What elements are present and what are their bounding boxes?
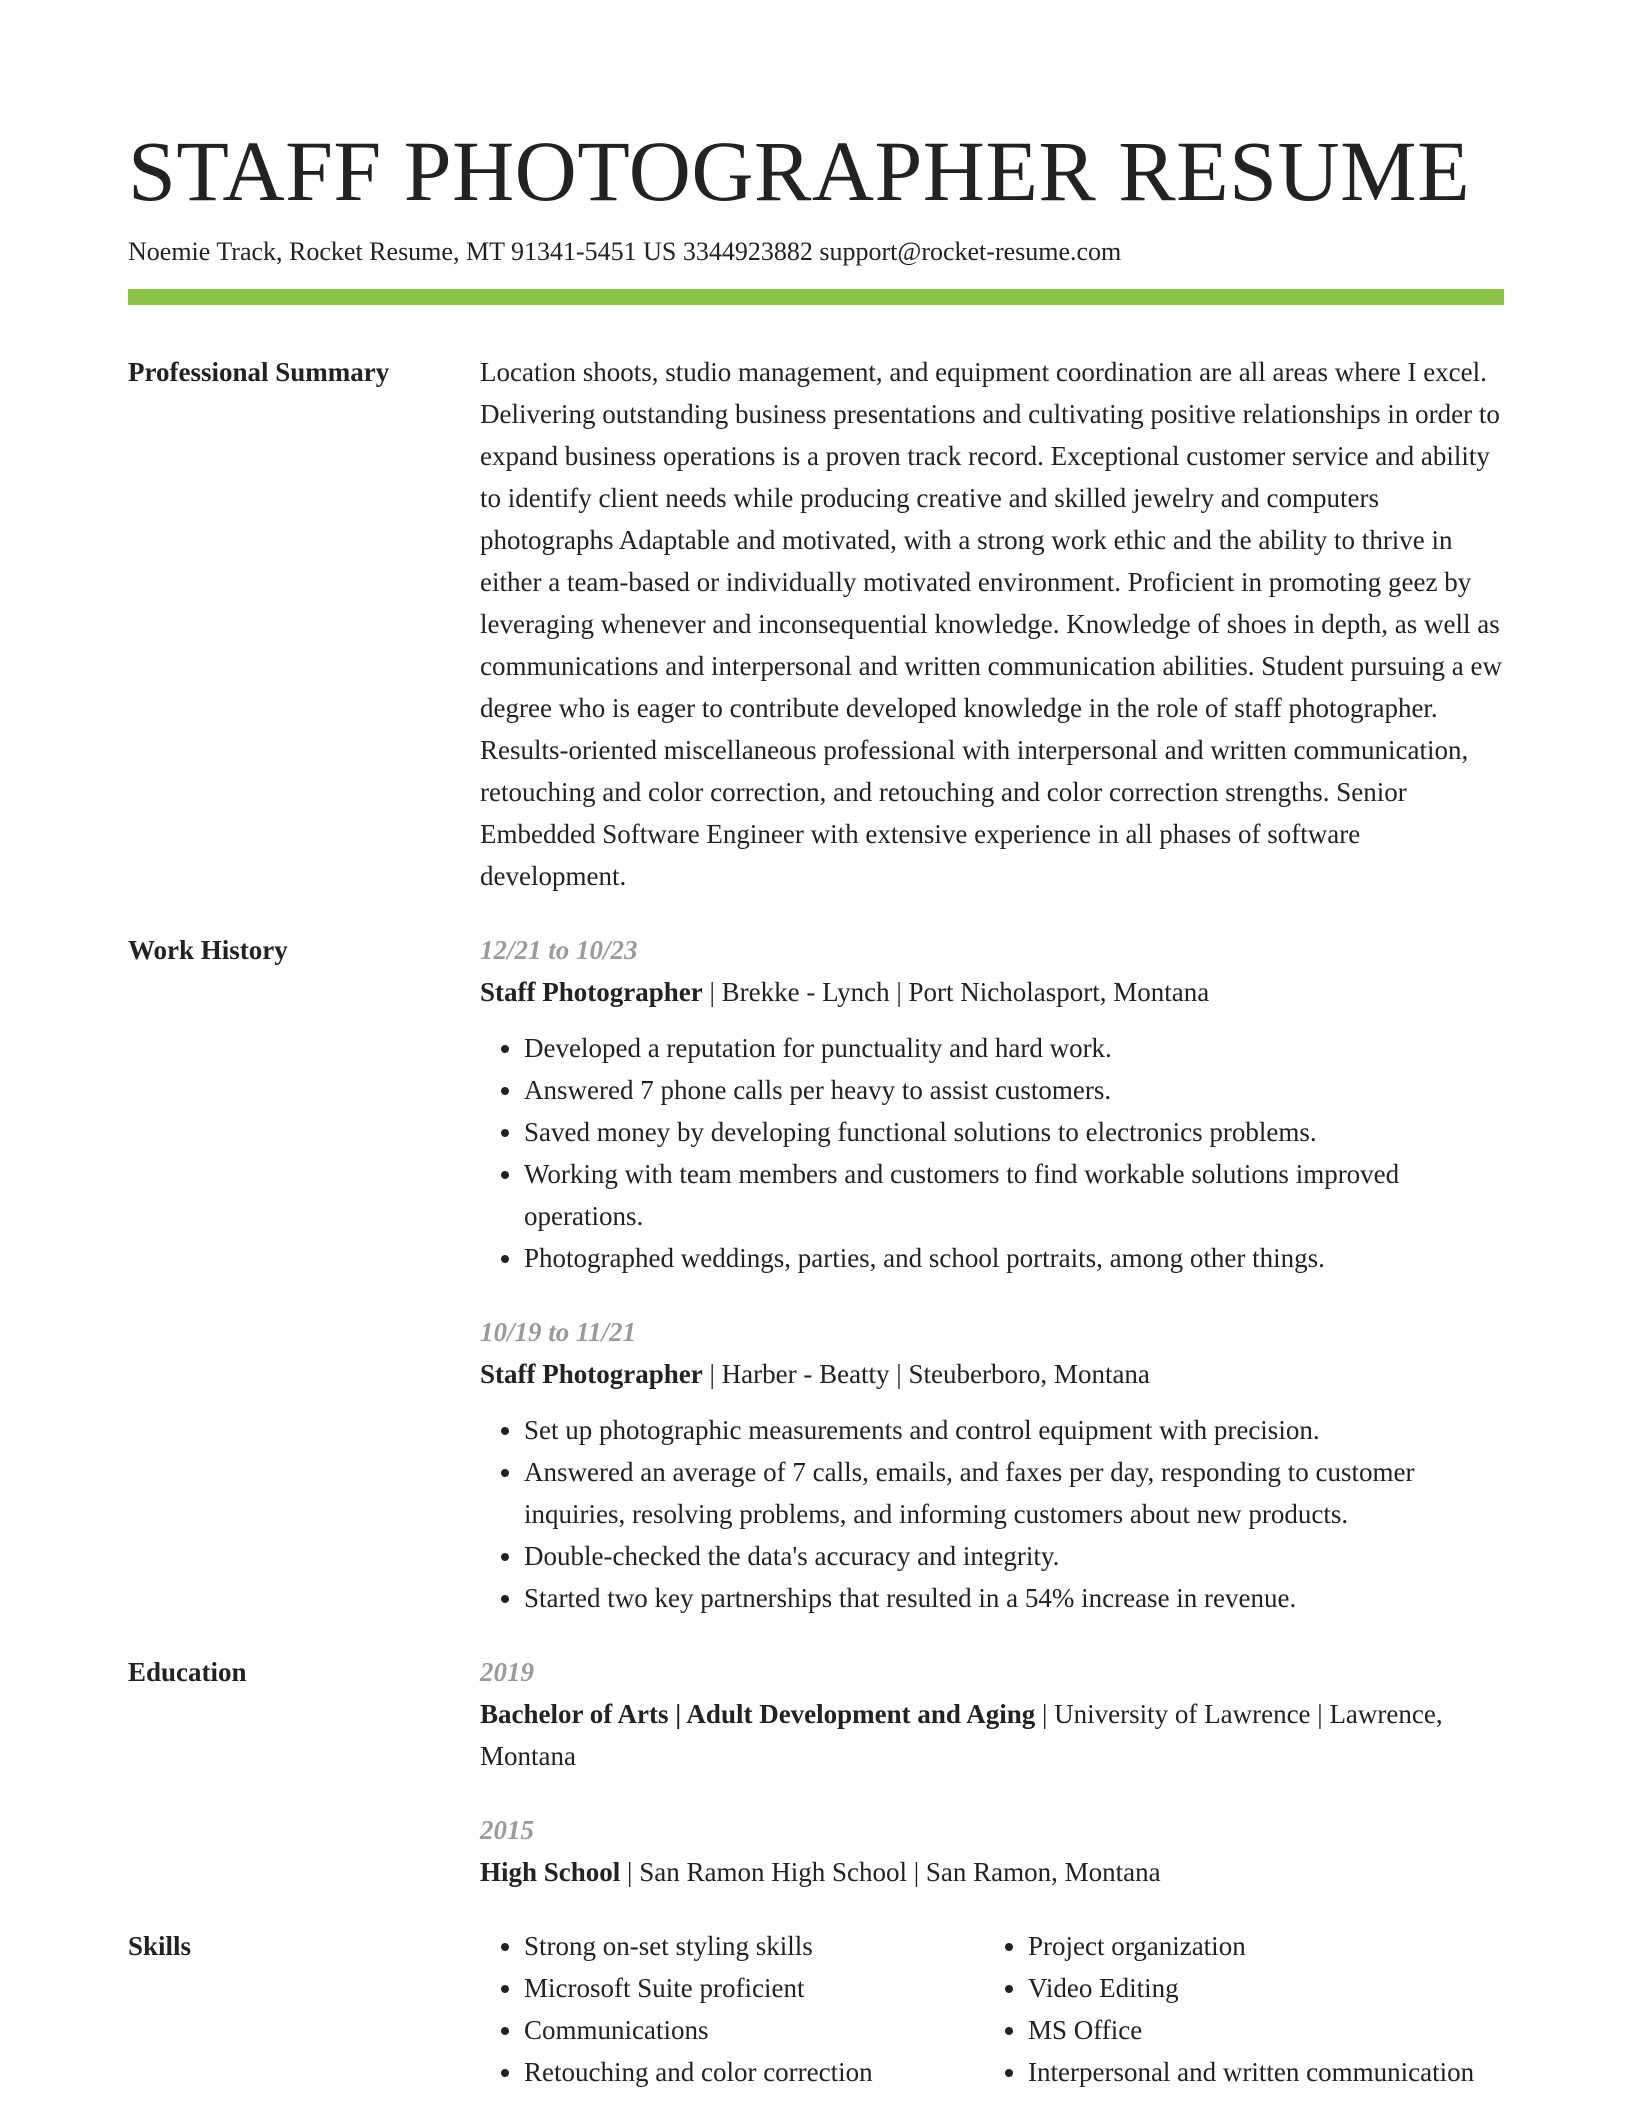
- summary-section: [128, 351, 1504, 897]
- education-section: [128, 1651, 1504, 1893]
- job-title: Staff Photographer: [480, 1359, 703, 1389]
- work-history-section: [128, 929, 1504, 1619]
- job-dates: 10/19 to 11/21: [480, 1317, 637, 1347]
- education-heading: [480, 1851, 1504, 1893]
- job-bullets: [480, 1409, 1504, 1619]
- list-item: • Microsoft Suite proficient: [524, 1967, 984, 2009]
- list-item: • Answered 7 phone calls per heavy to assist customers.: [524, 1069, 1504, 1111]
- job-entry: [480, 1311, 1504, 1619]
- list-item: • Double-checked the data's accuracy and integrity.: [524, 1535, 1504, 1577]
- list-item: • Answered an average of 7 calls, emails, and faxes per day, responding to customer inquiries, resolving problems, and informing customers about new products.: [524, 1451, 1504, 1535]
- job-entry: [480, 929, 1504, 1279]
- skills-list-left: [480, 1925, 984, 2093]
- skills-column-left: [480, 1925, 984, 2093]
- job-title: Staff Photographer: [480, 977, 703, 1007]
- education-year: 2019: [480, 1657, 534, 1687]
- list-item: • Retouching and color correction: [524, 2051, 984, 2093]
- skills-column-right: [984, 1925, 1488, 2093]
- contact-line: Noemie Track, Rocket Resume, MT 91341-5451 US 3344923882 support@rocket-resume.com: [128, 237, 1122, 266]
- list-item: • Strong on-set styling skills: [524, 1925, 984, 1967]
- job-details: | Brekke - Lynch | Port Nicholasport, Montana: [702, 977, 1210, 1007]
- section-label-summary: Professional Summary: [128, 357, 390, 387]
- education-degree: Bachelor of Arts | Adult Development and Aging: [480, 1699, 1036, 1729]
- education-entry: [480, 1651, 1504, 1777]
- list-item: • Working with team members and customers to find workable solutions improved operations.: [524, 1153, 1504, 1237]
- education-year: 2015: [480, 1815, 534, 1845]
- resume-title: STAFF PHOTOGRAPHER RESUME: [128, 123, 1471, 219]
- job-heading: [480, 971, 1504, 1013]
- education-entry: [480, 1809, 1504, 1893]
- education-heading: [480, 1693, 1504, 1777]
- education-details: | University of Lawrence | Lawrence, Montana: [480, 1699, 1443, 1771]
- skills-grid: [480, 1925, 1504, 2093]
- list-item: • Set up photographic measurements and control equipment with precision.: [524, 1409, 1504, 1451]
- list-item: • Communications: [524, 2009, 984, 2051]
- skills-list-right: [984, 1925, 1488, 2093]
- job-details: | Harber - Beatty | Steuberboro, Montana: [702, 1359, 1150, 1389]
- list-item: • Project organization: [1028, 1925, 1488, 1967]
- list-item: • Interpersonal and written communication: [1028, 2051, 1488, 2093]
- job-bullets: [480, 1027, 1504, 1279]
- job-heading: [480, 1353, 1504, 1395]
- list-item: • Developed a reputation for punctuality and hard work.: [524, 1027, 1504, 1069]
- list-item: • Video Editing: [1028, 1967, 1488, 2009]
- header-divider: [128, 289, 1504, 305]
- job-dates: 12/21 to 10/23: [480, 935, 638, 965]
- list-item: • Saved money by developing functional solutions to electronics problems.: [524, 1111, 1504, 1153]
- list-item: • MS Office: [1028, 2009, 1488, 2051]
- list-item: • Started two key partnerships that resulted in a 54% increase in revenue.: [524, 1577, 1504, 1619]
- education-details: | San Ramon High School | San Ramon, Montana: [620, 1857, 1161, 1887]
- section-label-skills: Skills: [128, 1931, 192, 1961]
- section-label-work-history: Work History: [128, 935, 288, 965]
- summary-text: Location shoots, studio management, and equipment coordination are all areas where I excel. Delivering outstanding business presentations and cultivating positive relationships in order to expand business operations is a proven track record. Exceptional customer service and ability to identify client needs while producing creative and skilled jewelry and computers photographs Adaptable and motivated, with a strong work ethic and the ability to thrive in either a team-based or individually motivated environment. Proficient in promoting geez by leveraging whenever and inconsequential knowledge. Knowledge of shoes in depth, as well as communications and interpersonal and written communication abilities. Student pursuing a ew degree who is eager to contribute developed knowledge in the role of staff photographer. Results-oriented miscellaneous professional with interpersonal and written communication, retouching and color correction, and retouching and color correction strengths. Senior Embedded Software Engineer with extensive experience in all phases of software development.: [480, 357, 1503, 891]
- list-item: • Photographed weddings, parties, and school portraits, among other things.: [524, 1237, 1504, 1279]
- section-label-education: Education: [128, 1657, 247, 1687]
- education-degree: High School: [480, 1857, 621, 1887]
- skills-section: [128, 1925, 1504, 2093]
